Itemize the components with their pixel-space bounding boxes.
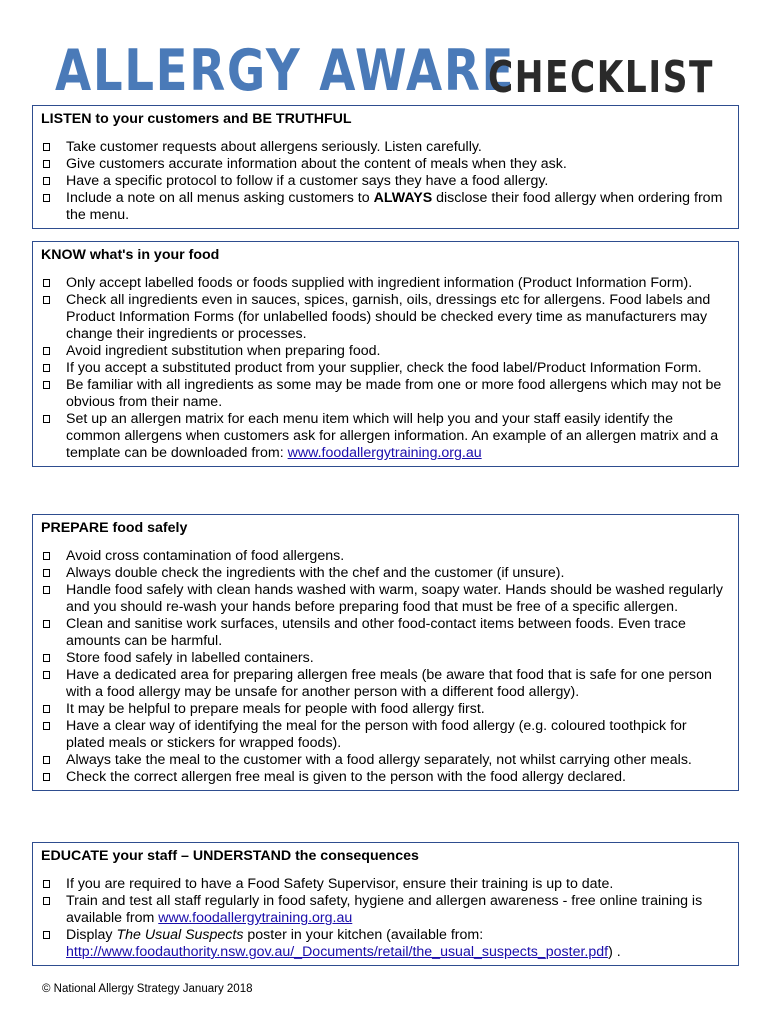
checklist-item: Display The Usual Suspects poster in your kitchen (available from: http://www.foodauthority.nsw.gov.au/_Documents/retail/the_usual_suspects_poster.pdf) . xyxy=(41,927,728,961)
checklist-item: Give customers accurate information about the content of meals when they ask. xyxy=(41,156,728,173)
checkbox-icon[interactable] xyxy=(43,552,50,560)
checkbox-icon[interactable] xyxy=(43,296,50,304)
checklist-item: Avoid ingredient substitution when preparing food. xyxy=(41,343,728,360)
checklist-item: Train and test all staff regularly in food safety, hygiene and allergen awareness - free online training is available from www.foodallergytraining.org.au xyxy=(41,893,728,927)
poster-link[interactable]: http://www.foodauthority.nsw.gov.au/_Documents/retail/the_usual_suspects_poster.pdf xyxy=(66,944,609,960)
section-know xyxy=(32,241,739,467)
section-listen xyxy=(32,105,739,229)
checkbox-icon[interactable] xyxy=(43,756,50,764)
section-heading: EDUCATE your staff – UNDERSTAND the consequences xyxy=(41,848,419,864)
checklist-item: Have a clear way of identifying the meal for the person with food allergy (e.g. coloured toothpick for plated meals or stickers for wrapped foods). xyxy=(41,718,728,752)
section-heading: LISTEN to your customers and BE TRUTHFUL xyxy=(41,111,352,127)
checklist-item: Include a note on all menus asking customers to ALWAYS disclose their food allergy when ordering from the menu. xyxy=(41,190,728,224)
checkbox-icon[interactable] xyxy=(43,160,50,168)
training-link[interactable]: www.foodallergytraining.org.au xyxy=(287,445,482,461)
checkbox-icon[interactable] xyxy=(43,654,50,662)
section-heading: PREPARE food safely xyxy=(41,520,188,536)
checkbox-icon[interactable] xyxy=(43,722,50,730)
title-main: ALLERGY AWARE xyxy=(55,38,516,104)
checklist-item: Handle food safely with clean hands washed with warm, soapy water. Hands should be washed regularly and you should re-wash your hands before preparing food that must be free of a specific allergen. xyxy=(41,582,728,616)
checklist-item: Only accept labelled foods or foods supplied with ingredient information (Product Information Form). xyxy=(41,275,728,292)
checkbox-icon[interactable] xyxy=(43,586,50,594)
checkbox-icon[interactable] xyxy=(43,177,50,185)
checkbox-icon[interactable] xyxy=(43,364,50,372)
checklist-item: Clean and sanitise work surfaces, utensils and other food-contact items between foods. Even trace amounts can be harmful. xyxy=(41,616,728,650)
checkbox-icon[interactable] xyxy=(43,880,50,888)
checklist-item: Take customer requests about allergens seriously. Listen carefully. xyxy=(41,139,728,156)
checklist-item: Check all ingredients even in sauces, spices, garnish, oils, dressings etc for allergens. Food labels and Product Information Forms (for unlabelled foods) should be checked every time as manufacturers may change their ingredients or processes. xyxy=(41,292,728,343)
checklist-item: If you accept a substituted product from your supplier, check the food label/Product Information Form. xyxy=(41,360,728,377)
checkbox-icon[interactable] xyxy=(43,569,50,577)
checkbox-icon[interactable] xyxy=(43,194,50,202)
checkbox-icon[interactable] xyxy=(43,279,50,287)
checklist-item: Check the correct allergen free meal is given to the person with the food allergy declared. xyxy=(41,769,728,786)
checklist-item: Avoid cross contamination of food allergens. xyxy=(41,548,728,565)
checkbox-icon[interactable] xyxy=(43,773,50,781)
title-sub: CHECKLIST xyxy=(488,52,714,103)
checkbox-icon[interactable] xyxy=(43,671,50,679)
checklist-item: If you are required to have a Food Safety Supervisor, ensure their training is up to date. xyxy=(41,876,728,893)
checkbox-icon[interactable] xyxy=(43,381,50,389)
checkbox-icon[interactable] xyxy=(43,620,50,628)
footer-copyright: © National Allergy Strategy January 2018 xyxy=(42,983,253,995)
section-heading: KNOW what's in your food xyxy=(41,247,220,263)
checklist-item: It may be helpful to prepare meals for people with food allergy first. xyxy=(41,701,728,718)
checkbox-icon[interactable] xyxy=(43,705,50,713)
page-title xyxy=(55,20,714,104)
checklist-item: Be familiar with all ingredients as some may be made from one or more food allergens which may not be obvious from their name. xyxy=(41,377,728,411)
checklist-item: Store food safely in labelled containers. xyxy=(41,650,728,667)
checklist-item: Have a dedicated area for preparing allergen free meals (be aware that food that is safe for one person with a food allergy may be unsafe for another person with a different food allergy). xyxy=(41,667,728,701)
checkbox-icon[interactable] xyxy=(43,897,50,905)
checklist-item: Always take the meal to the customer with a food allergy separately, not whilst carrying other meals. xyxy=(41,752,728,769)
training-link[interactable]: www.foodallergytraining.org.au xyxy=(158,910,353,926)
section-educate xyxy=(32,842,739,966)
checkbox-icon[interactable] xyxy=(43,931,50,939)
checklist-item: Always double check the ingredients with the chef and the customer (if unsure). xyxy=(41,565,728,582)
checklist-item: Have a specific protocol to follow if a customer says they have a food allergy. xyxy=(41,173,728,190)
checkbox-icon[interactable] xyxy=(43,347,50,355)
checkbox-icon[interactable] xyxy=(43,415,50,423)
checkbox-icon[interactable] xyxy=(43,143,50,151)
section-prepare xyxy=(32,514,739,791)
checklist-item: Set up an allergen matrix for each menu item which will help you and your staff easily identify the common allergens when customers ask for allergen information. An example of an allergen matrix and a template can be downloaded from: www.foodallergytraining.org.au xyxy=(41,411,728,462)
